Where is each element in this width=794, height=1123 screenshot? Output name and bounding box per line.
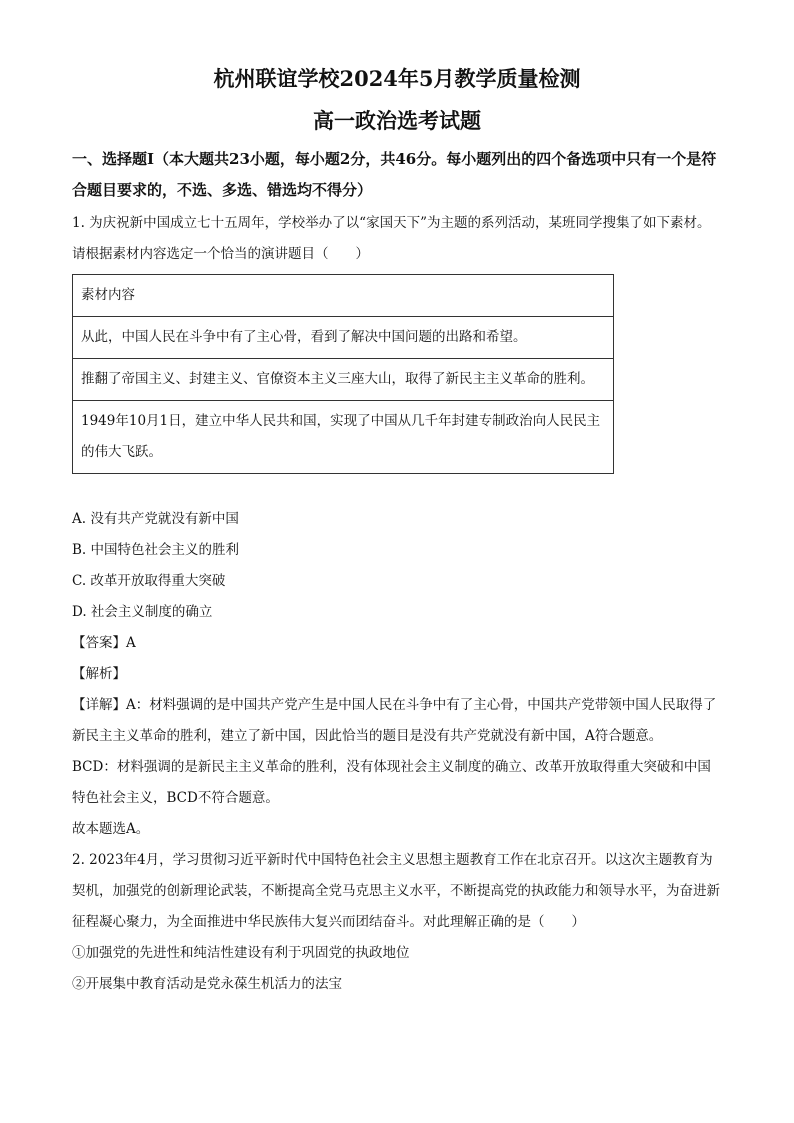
material-row-3: 1949年10月1日，建立中华人民共和国，实现了中国从几千年封建专制政治向人民民主的伟大飞跃。 [73, 401, 614, 474]
exam-title: 杭州联谊学校2024年5月教学质量检测 [213, 66, 581, 91]
bcd-explanation: BCD：材料强调的是新民主主义革命的胜利，没有体现社会主义制度的确立、改革开放取得重大突破和中国特色社会主义，BCD不符合题意。 [72, 759, 711, 806]
option-d: D. 社会主义制度的确立 [72, 604, 213, 620]
option-b: B. 中国特色社会主义的胜利 [72, 542, 240, 558]
conclusion: 故本题选A。 [72, 821, 150, 837]
material-table-row [73, 359, 614, 401]
question-1-stem: 1. 为庆祝新中国成立七十五周年，学校举办了以“家国天下”为主题的系列活动，某班同学搜集了如下素材。请根据素材内容选定一个恰当的演讲题目（ ） [72, 215, 711, 262]
material-table-header: 素材内容 [73, 275, 614, 317]
material-row-2: 推翻了帝国主义、封建主义、官僚资本主义三座大山，取得了新民主主义革命的胜利。 [73, 359, 614, 401]
answer-label: 【答案】A [72, 635, 136, 651]
material-table-header-row [73, 275, 614, 317]
question-2-item-1: ①加强党的先进性和纯洁性建设有利于巩固党的执政地位 [72, 945, 410, 961]
question-2-stem: 2. 2023年4月，学习贯彻习近平新时代中国特色社会主义思想主题教育工作在北京召开。以这次主题教育为契机，加强党的创新理论武装，不断提高全党马克思主义水平，不断提高党的执政能力和领导水平，为奋进新征程凝心聚力，为全面推进中华民族伟大复兴而团结奋斗。对此理解正确的是（ ） [72, 852, 720, 930]
question-2-item-2: ②开展集中教育活动是党永葆生机活力的法宝 [72, 976, 342, 992]
detail-explanation: 【详解】A：材料强调的是中国共产党产生是中国人民在斗争中有了主心骨，中国共产党带领中国人民取得了新民主主义革命的胜利，建立了新中国，因此恰当的题目是没有共产党就没有新中国，A符合题意。 [72, 697, 717, 744]
exam-subtitle: 高一政治选考试题 [313, 108, 481, 133]
exam-page [72, 64, 722, 1000]
material-table-row [73, 317, 614, 359]
option-a: A. 没有共产党就没有新中国 [72, 511, 239, 527]
analysis-label: 【解析】 [72, 666, 126, 682]
section-heading: 一、选择题Ⅰ（本大题共23小题，每小题2分，共46分。每小题列出的四个备选项中只有一个是符合题目要求的，不选、多选、错选均不得分） [72, 150, 717, 199]
material-table [72, 274, 614, 474]
material-table-row [73, 401, 614, 474]
option-c: C. 改革开放取得重大突破 [72, 573, 226, 589]
material-row-1: 从此，中国人民在斗争中有了主心骨，看到了解决中国问题的出路和希望。 [73, 317, 614, 359]
